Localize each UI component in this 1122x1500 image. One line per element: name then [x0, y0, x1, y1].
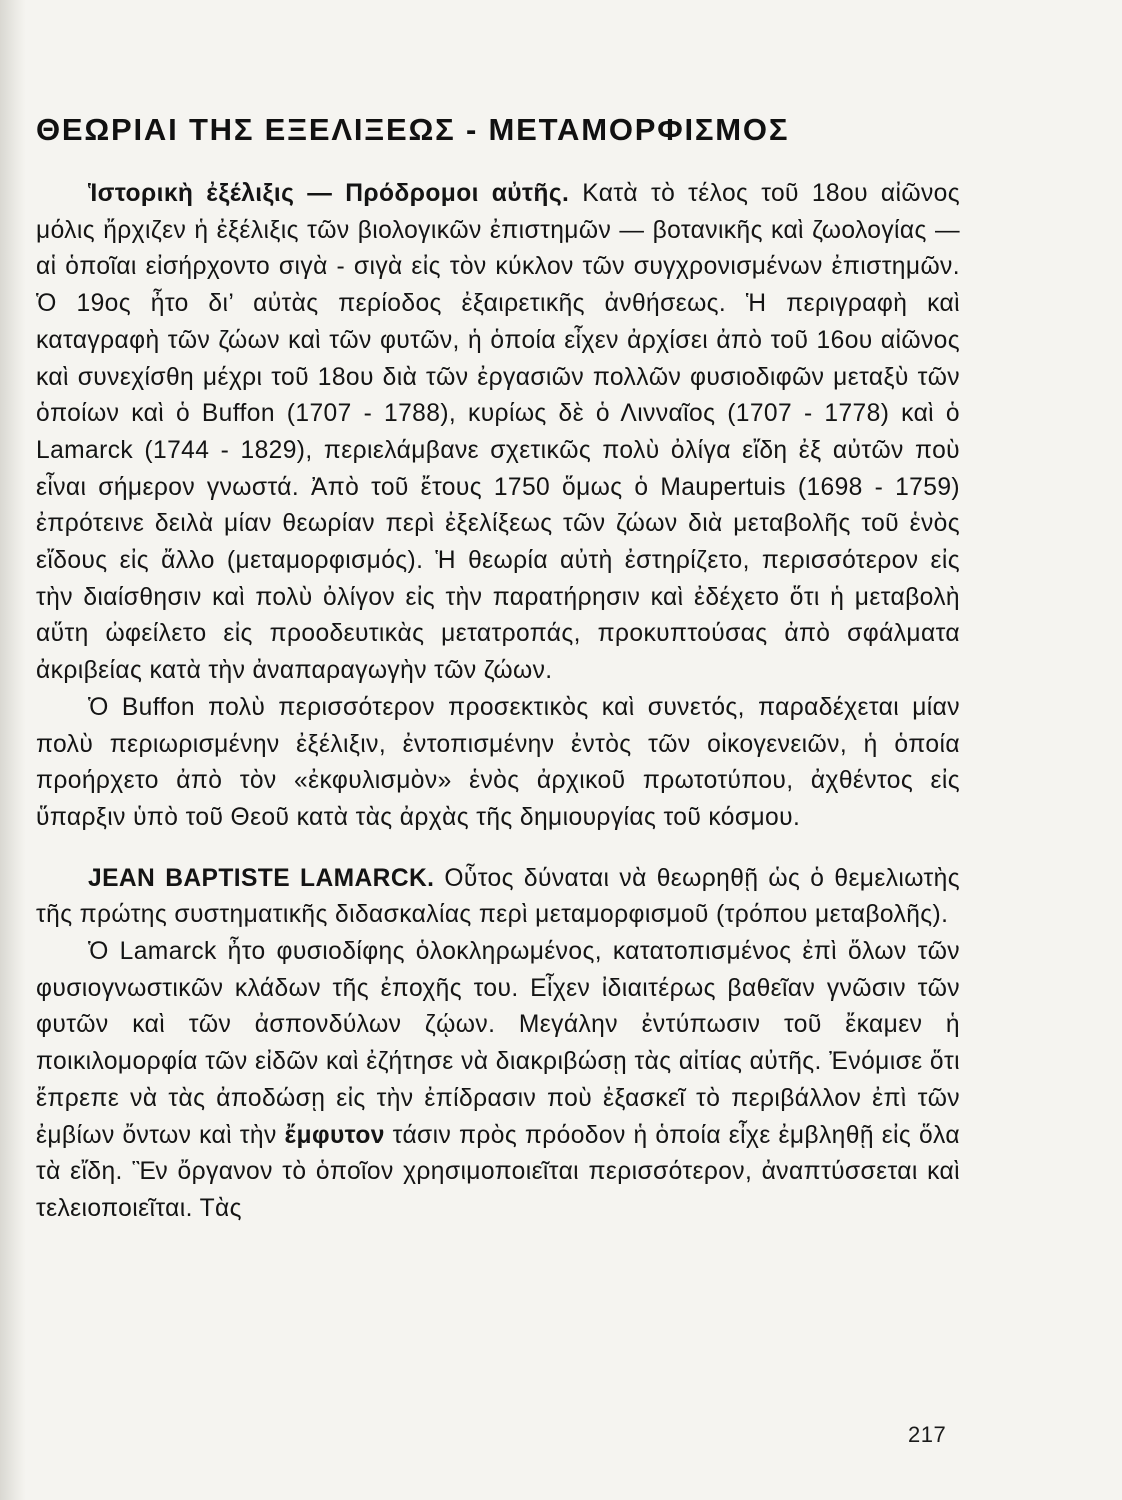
- emphasized-word: ἔμφυτον: [284, 1121, 385, 1149]
- paragraph-text-history: Κατὰ τὸ τέλος τοῦ 18ου αἰῶνος μόλις ἤρχιζεν ἡ ἐξέλιξις τῶν βιολογικῶν ἐπιστημῶν — βοτανικῆς καὶ ζωολογίας — αἱ ὁποῖαι εἰσήρχοντο σιγὰ - σιγὰ εἰς τὸν κύκλον τῶν συγχρονισμένων ἐπιστημῶν. Ὁ 19ος ἦτο δι’ αὐτὰς περίοδος ἐξαιρετικῆς ἀνθήσεως. Ἡ περιγραφὴ καὶ καταγραφὴ τῶν ζώων καὶ τῶν φυτῶν, ἡ ὁποία εἶχεν ἀρχίσει ἀπὸ τοῦ 16ου αἰῶνος καὶ συνεχίσθη μέχρι τοῦ 18ου διὰ τῶν ἐργασιῶν πολλῶν φυσιοδιφῶν μεταξὺ τῶν ὁποίων καὶ ὁ Buffon (1707 - 1788), κυρίως δὲ ὁ Λινναῖος (1707 - 1778) καὶ ὁ Lamarck (1744 - 1829), περιελάμβανε σχετικῶς πολὺ ὀλίγα εἴδη ἐξ αὐτῶν ποὺ εἶναι σήμερον γνωστά. Ἀπὸ τοῦ ἔτους 1750 ὅμως ὁ Maupertuis (1698 - 1759) ἐπρότεινε δειλὰ μίαν θεωρίαν περὶ ἐξελίξεως τῶν ζώων διὰ μεταβολῆς τοῦ ἑνὸς εἴδους εἰς ἄλλο (μεταμορφισμός). Ἡ θεωρία αὐτὴ ἐστηρίζετο, περισσότερον εἰς τὴν διαίσθησιν καὶ πολὺ ὀλίγον εἰς τὴν παρατήρησιν καὶ ἐδέχετο ὅτι ἡ μεταβολὴ αὕτη ὠφείλετο εἰς προοδευτικὰς μετατροπάς, προκυπτούσας ἀπὸ σφάλματα ἀκριβείας κατὰ τὴν ἀναπαραγωγὴν τῶν ζώων.: [36, 180, 960, 685]
- paragraph-heading-lamarck: JEAN BAPTISTE LAMARCK.: [88, 864, 435, 892]
- paragraph-lamarck-theory: [36, 934, 960, 1228]
- paragraph-text-lamarck-intro: Οὗτος δύναται νὰ θεωρηθῇ ὡς ὁ θεμελιωτὴς τῆς πρώτης συστηματικῆς διδασκαλίας περὶ μεταμορφισμοῦ (τρόπου μεταβολῆς).: [36, 864, 960, 929]
- paragraph-text-lamarck-part1: Ὁ Lamarck ἦτο φυσιοδίφης ὁλοκληρωμένος, κατατοπισμένος ἐπὶ ὅλων τῶν φυσιογνωστικῶν κλάδων τῆς ἐποχῆς του. Εἶχεν ἰδιαιτέρως βαθεῖαν γνῶσιν τῶν φυτῶν καὶ τῶν ἀσπονδύλων ζῴων. Μεγάλην ἐντύπωσιν τοῦ ἔκαμεν ἡ ποικιλομορφία τῶν εἰδῶν καὶ ἐζήτησε νὰ διακριβώσῃ τὰς αἰτίας αὐτῆς. Ἐνόμισε ὅτι ἔπρεπε νὰ τὰς ἀποδώσῃ εἰς τὴν ἐπίδρασιν ποὺ ἐξασκεῖ τὸ περιβάλλον ἐπὶ τῶν ἐμβίων ὄντων καὶ τὴν: [36, 938, 960, 1149]
- paragraph-lamarck-intro: [36, 861, 960, 934]
- page-body: [36, 110, 960, 1228]
- paragraph-buffon: Ὁ Buffon πολὺ περισσότερον προσεκτικὸς καὶ συνετός, παραδέχεται μίαν πολὺ περιωρισμένην ἐξέλιξιν, ἐντοπισμένην ἐντὸς τῶν οἰκογενειῶν, ἡ ὁποία προήρχετο ἀπὸ τὸν «ἐκφυλισμὸν» ἑνὸς ἀρχικοῦ πρωτοτύπου, ἀχθέντος εἰς ὕπαρξιν ὑπὸ τοῦ Θεοῦ κατὰ τὰς ἀρχὰς τῆς δημιουργίας τοῦ κόσμου.: [36, 693, 960, 831]
- paragraph-heading-history: Ἱστορικὴ ἐξέλιξις — Πρόδρομοι αὐτῆς.: [88, 180, 570, 207]
- paragraph-text-lamarck-part2: τάσιν πρὸς πρόοδον ἡ ὁποία εἶχε ἐμβληθῇ εἰς ὅλα τὰ εἴδη. Ἓν ὄργανον τὸ ὁποῖον χρησιμοποιεῖται περισσότερον, ἀναπτύσσεται καὶ τελειοποιεῖται. Τὰς: [36, 1121, 960, 1222]
- chapter-title: ΘΕΩΡΙΑΙ ΤΗΣ ΕΞΕΛΙΞΕΩΣ - ΜΕΤΑΜΟΡΦΙΣΜΟΣ: [36, 112, 790, 147]
- page-gutter-shadow: [0, 0, 26, 1500]
- page-number: 217: [908, 1422, 947, 1447]
- paragraph-history: [36, 176, 960, 690]
